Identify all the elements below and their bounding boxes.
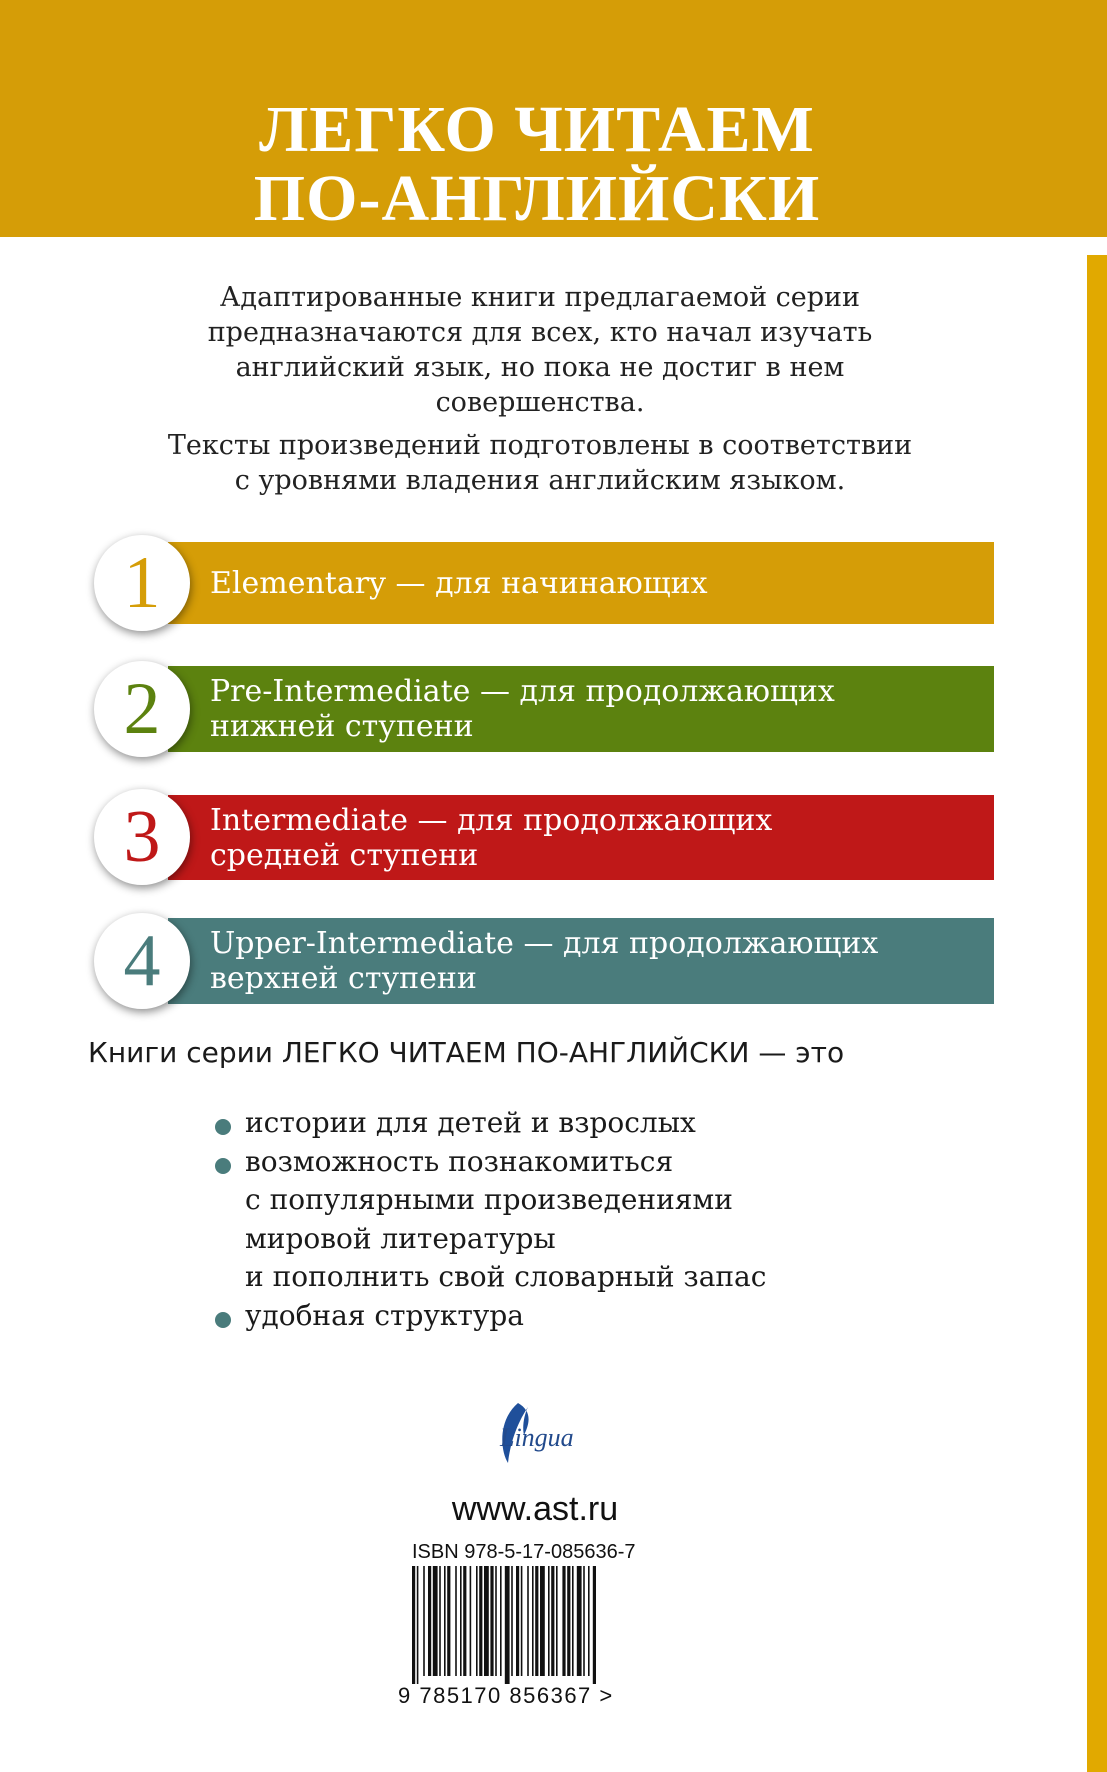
feature-line: с популярными произведениями	[245, 1183, 733, 1216]
barcode-bar	[428, 1566, 431, 1676]
intro-paragraph-1	[100, 280, 980, 420]
barcode-bar	[548, 1566, 550, 1676]
barcode-bar	[593, 1566, 596, 1684]
bullet-dot-icon	[215, 1312, 231, 1328]
level-bar-elementary	[168, 542, 994, 624]
level-label: Upper-Intermediate — для продолжающих	[210, 926, 879, 961]
barcode-bar	[511, 1566, 513, 1676]
title-line-1: ЛЕГКО ЧИТАЕМ	[259, 93, 815, 166]
lingua-logo	[478, 1395, 598, 1470]
book-series-title	[0, 95, 1074, 233]
barcode-bar	[484, 1566, 489, 1676]
barcode-bar	[527, 1566, 529, 1676]
barcode-bar	[516, 1566, 519, 1676]
level-number-badge	[94, 913, 190, 1009]
feature-item	[213, 1143, 933, 1297]
barcode-bar	[583, 1566, 585, 1676]
barcode-bar	[412, 1566, 415, 1684]
title-banner	[0, 0, 1107, 237]
feature-line: удобная структура	[245, 1298, 525, 1332]
isbn-number: ISBN 978-5-17-085636-7	[412, 1541, 636, 1563]
barcode-bar	[447, 1566, 450, 1676]
bullet-dot-icon	[215, 1158, 231, 1174]
feature-item	[213, 1297, 933, 1336]
level-bar-intermediate	[168, 795, 994, 880]
intro-line: Адаптированные книги предлагаемой серии	[219, 282, 861, 313]
barcode	[410, 1566, 670, 1684]
intro-line: с уровнями владения английским языком.	[234, 465, 846, 496]
barcode-bar	[470, 1566, 472, 1676]
feature-line: возможность познакомиться	[245, 1144, 674, 1178]
barcode-bar	[540, 1566, 545, 1676]
intro-line: совершенства.	[435, 387, 645, 418]
barcode-bar	[535, 1566, 538, 1676]
barcode-bar	[577, 1566, 582, 1676]
level-number: 2	[123, 668, 161, 750]
feature-line: и пополнить свой словарный запас	[245, 1260, 767, 1293]
level-label: Pre-Intermediate — для продолжающих	[210, 674, 835, 709]
level-label-continued: средней ступени	[210, 837, 479, 873]
barcode-digits: 9 785170 856367 >	[398, 1683, 614, 1708]
barcode-bar	[500, 1566, 502, 1676]
barcode-bar	[455, 1566, 457, 1676]
spine-strip	[1087, 255, 1107, 1772]
bullet-dot-icon	[215, 1119, 231, 1135]
barcode-bar	[479, 1566, 482, 1676]
barcode-bar	[562, 1566, 565, 1676]
level-number-badge	[94, 661, 190, 757]
level-bar-upper-intermediate	[168, 918, 994, 1004]
barcode-bar	[572, 1566, 574, 1676]
barcode-bar	[567, 1566, 570, 1676]
intro-line: предназначаются для всех, кто начал изучать	[207, 317, 873, 348]
level-label: Elementary — для начинающих	[210, 565, 708, 601]
level-number: 4	[123, 920, 161, 1002]
level-bar-pre-intermediate	[168, 666, 994, 752]
logo-text: Lingua	[500, 1423, 574, 1452]
barcode-bar	[532, 1566, 534, 1676]
features-heading: Книги серии ЛЕГКО ЧИТАЕМ ПО-АНГЛИЙСКИ — это	[88, 1036, 845, 1069]
barcode-bar	[463, 1566, 466, 1676]
level-number: 1	[123, 542, 161, 624]
barcode-bar	[444, 1566, 446, 1676]
intro-line: английский язык, но пока не достиг в нем	[235, 352, 845, 383]
title-line-2: ПО-АНГЛИЙСКИ	[253, 162, 821, 235]
feature-line: мировой литературы	[245, 1221, 556, 1255]
barcode-bar	[460, 1566, 462, 1676]
barcode-bar	[521, 1566, 523, 1676]
barcode-bar	[490, 1566, 493, 1676]
barcode-bar	[423, 1566, 425, 1676]
barcode-bar	[417, 1566, 419, 1684]
barcode-bar	[588, 1566, 590, 1676]
barcode-bar	[433, 1566, 438, 1676]
level-number-badge	[94, 789, 190, 885]
level-label-continued: нижней ступени	[210, 709, 474, 744]
barcode-bar	[556, 1566, 558, 1676]
feature-item	[213, 1104, 933, 1143]
intro-line: Тексты произведений подготовлены в соответствии	[167, 430, 913, 461]
barcode-bar	[505, 1566, 510, 1684]
barcode-bar	[439, 1566, 441, 1676]
intro-paragraph-2	[100, 428, 980, 498]
features-list	[213, 1104, 933, 1335]
feature-line: истории для детей и взрослых	[245, 1106, 696, 1139]
level-label: Intermediate — для продолжающих	[210, 802, 773, 838]
level-number-badge	[94, 535, 190, 631]
barcode-bar	[551, 1566, 554, 1676]
level-label-continued: верхней ступени	[210, 961, 477, 996]
publisher-url: www.ast.ru	[451, 1490, 619, 1528]
level-number: 3	[123, 796, 161, 878]
barcode-bar	[476, 1566, 478, 1676]
barcode-bar	[495, 1566, 497, 1676]
